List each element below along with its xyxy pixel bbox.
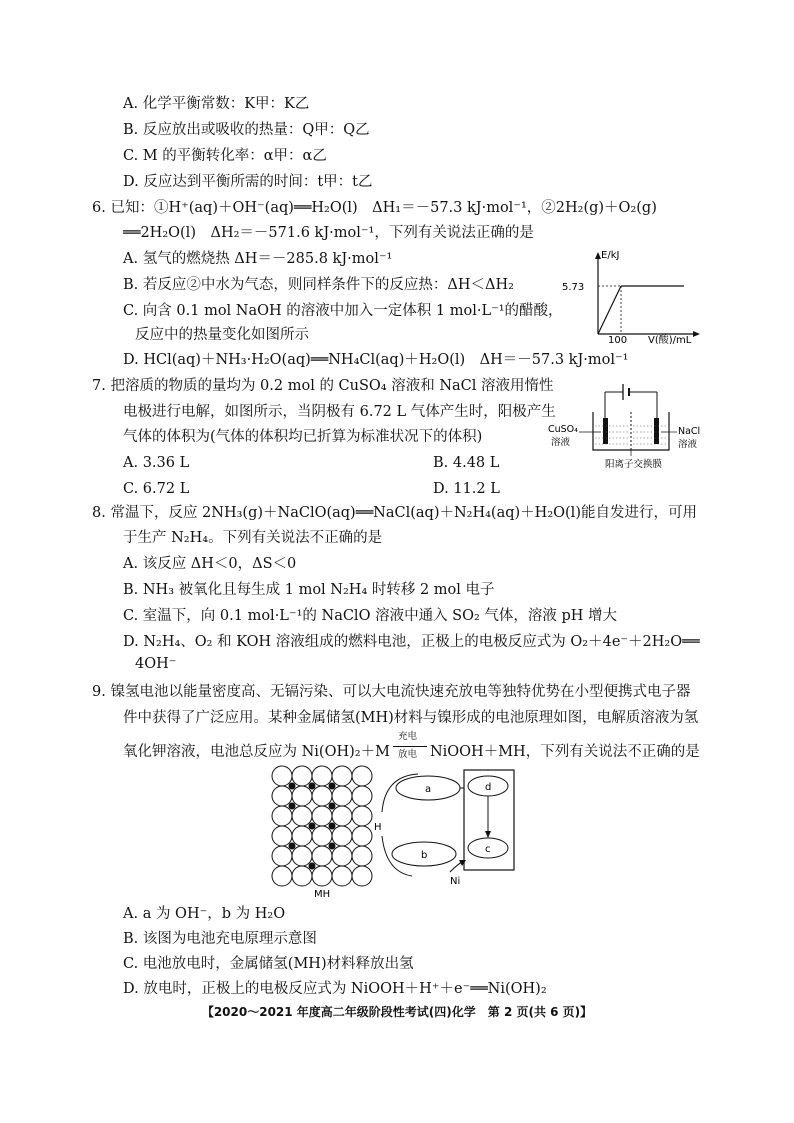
metal-atom <box>292 866 312 886</box>
cuso4-solution-label: 溶液 <box>551 437 571 448</box>
label-c: c <box>485 844 491 855</box>
q9-stem-line1: 9. 镍氢电池以能量密度高、无镉污染、可以大电流快速充放电等独特优势在小型便携式电子器 <box>92 684 691 700</box>
hydrogen-atom <box>309 783 316 790</box>
metal-atom <box>352 806 372 826</box>
metal-atom <box>332 866 352 886</box>
metal-atom <box>332 766 352 786</box>
q7-option-d: D. 11.2 L <box>433 481 500 497</box>
metal-atom <box>312 806 332 826</box>
metal-atom <box>292 766 312 786</box>
q7-option-c: C. 6.72 L <box>123 481 190 497</box>
hydrogen-atom <box>329 803 336 810</box>
arrow-top-label: 充电 <box>397 731 417 742</box>
q5-option-a: A. 化学平衡常数：K甲：K乙 <box>123 96 310 112</box>
metal-atom <box>312 826 332 846</box>
page-footer: 【2020～2021 年度高二年级阶段性考试(四)化学 第 2 页(共 6 页)】 <box>201 1005 593 1019</box>
q6-option-d: D. HCl(aq)＋NH₃·H₂O(aq)══NH₄Cl(aq)＋H₂O(l) ΔH＝－57.3 kJ·mol⁻¹ <box>123 352 629 368</box>
q7-stem-line2: 电极进行电解，如图所示，当阴极有 6.72 L 气体产生时，阳极产生 <box>123 404 556 420</box>
label-mh: MH <box>314 889 331 900</box>
metal-atom <box>272 846 292 866</box>
label-ni: Ni <box>450 876 461 887</box>
q6-stem-line1: 6. 已知：①H⁺(aq)＋OH⁻(aq)══H₂O(l) ΔH₁＝－57.3 kJ·mol⁻¹，②2H₂(g)＋O₂(g) <box>92 200 657 216</box>
q7-stem-line1: 7. 把溶质的物质的量均为 0.2 mol 的 CuSO₄ 溶液和 NaCl 溶液用惰性 <box>92 378 554 394</box>
metal-atom <box>292 846 312 866</box>
q5-option-d: D. 反应达到平衡所需的时间：t甲：t乙 <box>123 174 373 190</box>
metal-atom <box>272 826 292 846</box>
q7-option-b: B. 4.48 L <box>433 455 500 471</box>
q6-option-c-line1: C. 向含 0.1 mol NaOH 的溶液中加入一定体积 1 mol·L⁻¹的醋酸， <box>123 303 563 319</box>
arrow-line <box>393 746 427 747</box>
q9-option-c: C. 电池放电时，金属储氢(MH)材料释放出氢 <box>123 956 414 972</box>
nacl-solution-label: 溶液 <box>678 439 698 450</box>
label-b: b <box>421 850 428 861</box>
metal-atom <box>292 786 312 806</box>
label-d: d <box>485 782 492 793</box>
metal-atom <box>332 846 352 866</box>
q6-stem-line2: ══2H₂O(l) ΔH₂＝－571.6 kJ·mol⁻¹，下列有关说法正确的是 <box>123 225 534 241</box>
y-axis-label: E/kJ <box>601 250 620 261</box>
metal-atom <box>312 866 332 886</box>
label-h: H <box>374 822 382 833</box>
q9-option-b: B. 该图为电池充电原理示意图 <box>123 931 317 947</box>
hydrogen-atom <box>309 863 316 870</box>
q6-option-c-line2: 反应中的热量变化如图所示 <box>135 327 309 343</box>
q5-option-c: C. M 的平衡转化率：α甲：α乙 <box>123 148 327 164</box>
arrow-bottom-label: 放电 <box>397 749 417 760</box>
metal-atom <box>292 806 312 826</box>
x-tick-label: 100 <box>608 335 628 344</box>
q7-electrolysis-figure <box>545 378 705 470</box>
q9-option-a: A. a 为 OH⁻，b 为 H₂O <box>123 906 286 922</box>
metal-atom <box>352 786 372 806</box>
metal-atom <box>272 806 292 826</box>
q7-option-a: A. 3.36 L <box>123 455 190 471</box>
reversible-arrow <box>390 732 430 762</box>
x-axis-arrow <box>693 331 700 337</box>
metal-atom <box>292 826 312 846</box>
mh-lattice <box>272 766 372 886</box>
hydrogen-atom <box>329 823 336 830</box>
q6-energy-chart <box>556 244 706 344</box>
hydrogen-atom <box>329 843 336 850</box>
metal-atom <box>352 766 372 786</box>
cuso4-label: CuSO₄ <box>548 424 578 435</box>
metal-atom <box>352 846 372 866</box>
q9-stem-line3-part2: NiOOH＋MH，下列有关说法不正确的是 <box>429 744 700 760</box>
metal-atom <box>312 846 332 866</box>
left-electrode <box>603 418 608 444</box>
q8-stem-line1: 8. 常温下，反应 2NH₃(g)＋NaClO(aq)══NaCl(aq)＋N₂H₄(aq)＋H₂O(l)能自发进行，可用 <box>92 505 697 521</box>
q8-option-d-line2: 4OH⁻ <box>135 656 177 672</box>
metal-atom <box>312 786 332 806</box>
ni-to-b-link <box>450 862 462 872</box>
q8-stem-line2: 于生产 N₂H₄。下列有关说法不正确的是 <box>123 530 383 546</box>
q9-stem-line3-part1: 氧化钾溶液，电池总反应为 Ni(OH)₂＋M <box>123 744 390 760</box>
metal-atom <box>272 786 292 806</box>
label-a: a <box>425 784 432 795</box>
hydrogen-atom <box>309 823 316 830</box>
membrane-label: 阳离子交换膜 <box>605 459 663 470</box>
q7-stem-line3: 气体的体积为(气体的体积均已折算为标准状况下的体积) <box>123 429 483 445</box>
hydrogen-atom <box>289 783 296 790</box>
nacl-label: NaCl <box>678 426 701 437</box>
hydrogen-atom <box>329 783 336 790</box>
right-electrode <box>654 418 659 444</box>
hydrogen-atom <box>289 843 296 850</box>
hydrogen-atom <box>289 803 296 810</box>
metal-atom <box>332 806 352 826</box>
y-tick-label: 5.73 <box>562 282 585 293</box>
metal-atom <box>312 766 332 786</box>
metal-atom <box>332 826 352 846</box>
q9-nimh-figure <box>270 762 550 904</box>
x-axis-label: V(酸)/mL <box>648 335 692 344</box>
q9-option-d: D. 放电时，正极上的电极反应式为 NiOOH＋H⁺＋e⁻══Ni(OH)₂ <box>123 981 547 997</box>
q8-option-a: A. 该反应 ΔH＜0，ΔS＜0 <box>123 556 297 572</box>
q6-option-a: A. 氢气的燃烧热 ΔH＝－285.8 kJ·mol⁻¹ <box>123 251 393 267</box>
d-to-c-arrow <box>485 831 491 838</box>
rising-segment <box>598 286 621 334</box>
q9-stem-line2: 件中获得了广泛应用。某种金属储氢(MH)材料与镍形成的电池原理如图，电解质溶液为氢 <box>123 710 699 726</box>
metal-atom <box>352 866 372 886</box>
metal-atom <box>352 826 372 846</box>
q8-option-d-line1: D. N₂H₄、O₂ 和 KOH 溶液组成的燃料电池，正极上的电极反应式为 O₂＋4e⁻＋2H₂O══ <box>123 634 700 650</box>
q8-option-b: B. NH₃ 被氧化且每生成 1 mol N₂H₄ 时转移 2 mol 电子 <box>123 582 495 598</box>
q8-option-c: C. 室温下，向 0.1 mol·L⁻¹的 NaClO 溶液中通入 SO₂ 气体，溶液 pH 增大 <box>123 608 618 624</box>
metal-atom <box>272 866 292 886</box>
metal-atom <box>272 766 292 786</box>
metal-atom <box>332 786 352 806</box>
q5-option-b: B. 反应放出或吸收的热量：Q甲：Q乙 <box>123 122 370 138</box>
q6-option-b: B. 若反应②中水为气态，则同样条件下的反应热：ΔH＜ΔH₂ <box>123 277 514 293</box>
